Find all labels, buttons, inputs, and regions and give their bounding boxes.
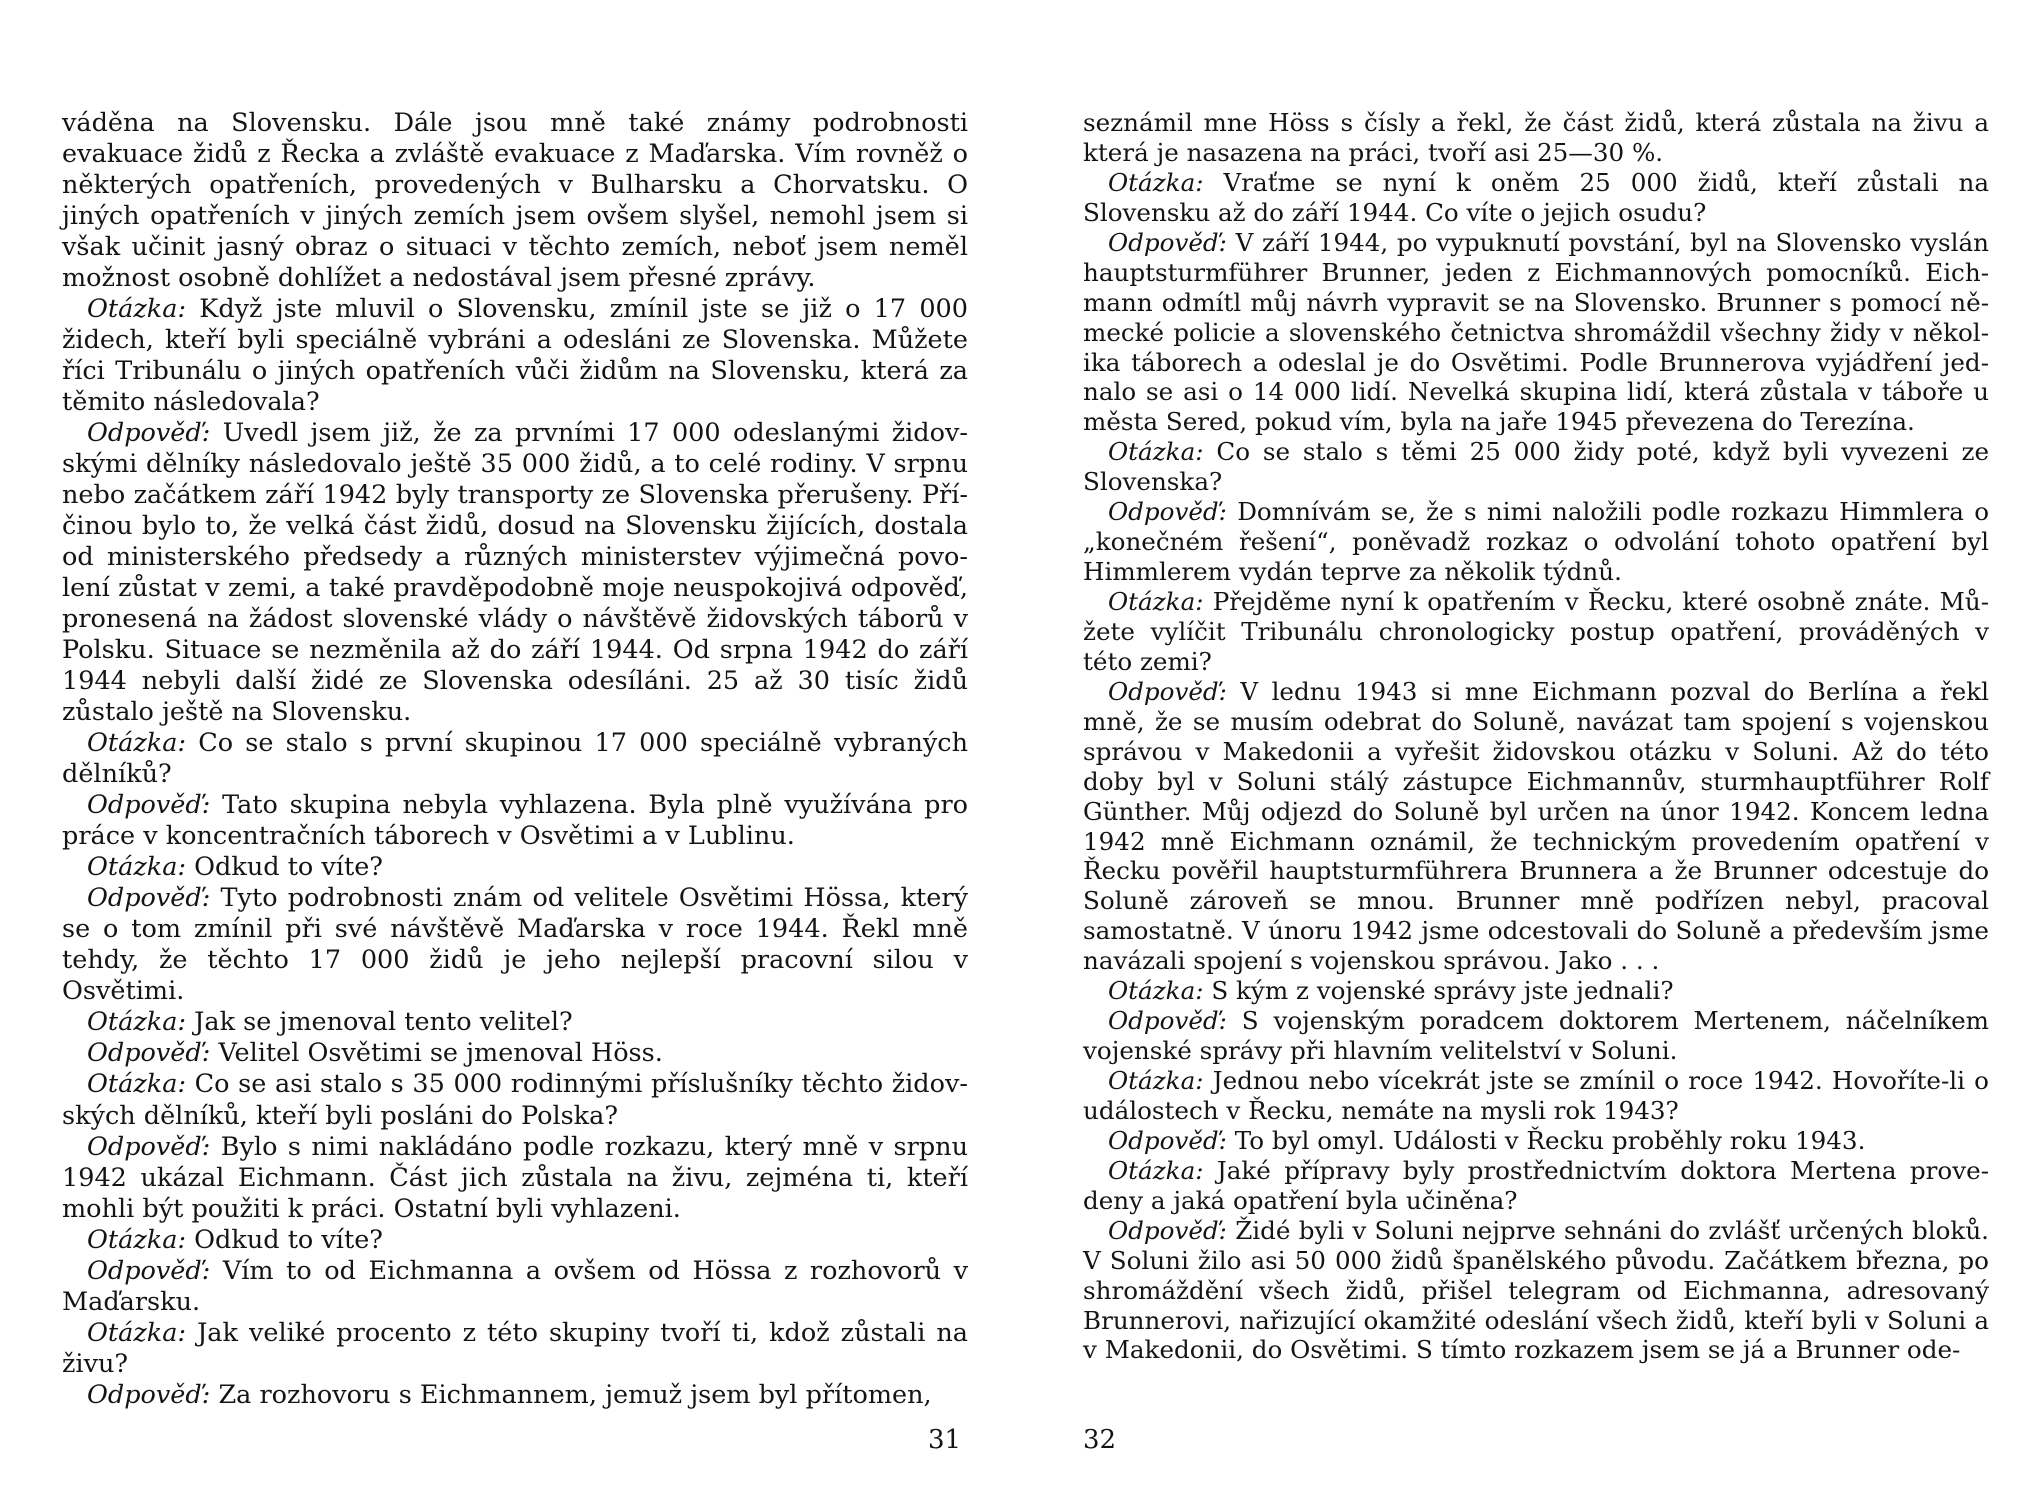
paragraph xyxy=(62,728,968,790)
paragraph-text: Jak veliké procento z této skupiny tvoří ti, kdož zůstali na živu? xyxy=(62,1317,968,1379)
speaker-label: Odpověď: xyxy=(1108,1006,1227,1036)
speaker-label: Odpověď: xyxy=(87,1038,211,1069)
paragraph xyxy=(62,1256,968,1318)
paragraph xyxy=(62,418,968,728)
paragraph xyxy=(1083,677,1989,976)
paragraph xyxy=(62,1225,968,1256)
speaker-label: Odpověď: xyxy=(87,1131,211,1162)
paragraph-text: Uvedl jsem již, že za prvními 17 000 odeslanými židovskými dělníky následovalo ještě 35 000 židů, a to celé rodiny. V srpnu nebo začátkem září 1942 byly transporty ze Slovenska přerušeny. Příčinou bylo to, že velká část židů, dosud na Slovensku žijících, dostala od ministerského předsedy a různých ministerstev výjimečná povolení zůstat v zemi, a také pravděpodobně moje neuspokojivá odpověď, pronesená na žádost slovenské vlády o návštěvě židovských táborů v Polsku. Situace se nezměnila až do září 1944. Od srpna 1942 do září 1944 nebyli další židé ze Slovenska odesíláni. 25 až 30 tisíc židů zůstalo ještě na Slovensku. xyxy=(62,418,968,728)
paragraph-text: Co se stalo s těmi 25 000 židy poté, když byli vyvezeni ze Slovenska? xyxy=(1083,437,1989,497)
paragraph xyxy=(1083,228,1989,438)
paragraph-text: Bylo s nimi nakládáno podle rozkazu, který mně v srpnu 1942 ukázal Eichmann. Část jich zůstala na živu, zejména ti, kteří mohli být použiti k práci. Ostatní byli vyhlazeni. xyxy=(62,1131,968,1224)
paragraph-text: Domnívám se, že s nimi naložili podle rozkazu Himmlera o „konečném řešení“, poněvadž rozkaz o odvolání tohoto opatření byl Himmlerem vydán teprve za několik týdnů. xyxy=(1083,497,1989,587)
speaker-label: Otázka: xyxy=(1108,1066,1204,1095)
speaker-label: Otázka: xyxy=(1108,587,1204,616)
speaker-label: Odpověď: xyxy=(87,790,211,821)
speaker-label: Odpověď: xyxy=(87,418,211,449)
paragraph-text: V lednu 1943 si mne Eichmann pozval do Berlína a řekl mně, že se musím odebrat do Soluně, navázat tam spojení s vojenskou správou v Makedonii a vyřešit židovskou otázku v Soluni. Až do této doby byl v Soluni stálý zástupce Eichmannův, sturmhauptführer Rolf Günther. Můj odjezd do Soluně byl určen na únor 1942. Koncem ledna 1942 mně Eichmann oznámil, že technickým provedením opatření v Řecku pověřil hauptsturmführera Brunnera a že Brunner odcestuje do Soluně zároveň se mnou. Brunner mně podřízen nebyl, pracoval samostatně. V únoru 1942 jsme odcestovali do Soluně a především jsme navázali spojení s vojenskou správou. Jako . . . xyxy=(1083,676,1989,976)
paragraph-text: Co se asi stalo s 35 000 rodinnými příslušníky těchto židovských dělníků, kteří byli posláni do Polska? xyxy=(62,1069,968,1131)
paragraph-text: Jednou nebo vícekrát jste se zmínil o roce 1942. Hovoříte-li o událostech v Řecku, nemáte na mysli rok 1943? xyxy=(1083,1066,1989,1125)
paragraph-text: Tyto podrobnosti znám od velitele Osvětimi Hössa, který se o tom zmínil při své návštěvě Maďarska v roce 1944. Řekl mně tehdy, že těchto 17 000 židů je jeho nejlepší pracovní silou v Osvětimi. xyxy=(62,883,968,1007)
right-page xyxy=(1083,108,1989,1365)
speaker-label: Odpověď: xyxy=(1108,676,1227,706)
paragraph xyxy=(1083,497,1989,587)
paragraph xyxy=(62,1318,968,1380)
paragraph-text: Co se stalo s první skupinou 17 000 speciálně vybraných dělníků? xyxy=(62,728,969,790)
speaker-label: Otázka: xyxy=(87,1069,187,1100)
speaker-label: Otázka: xyxy=(1108,437,1204,467)
speaker-label: Otázka: xyxy=(1108,167,1204,197)
paragraph-text: Odkud to víte? xyxy=(194,1224,383,1255)
paragraph-text: Tato skupina nebyla vyhlazena. Byla plně využívána pro práce v koncentračních táborech v Osvětimi a v Lublinu. xyxy=(62,790,969,852)
paragraph-text: Vraťme se nyní k oněm 25 000 židů, kteří zůstali na Slovensku až do září 1944. Co víte o jejich osudu? xyxy=(1083,167,1989,227)
paragraph-text: S kým z vojenské správy jste jednali? xyxy=(1211,976,1674,1006)
speaker-label: Odpověď: xyxy=(1108,497,1227,527)
paragraph xyxy=(62,790,968,852)
paragraph xyxy=(1083,1216,1989,1366)
speaker-label: Otázka: xyxy=(1108,976,1204,1006)
paragraph xyxy=(62,852,968,883)
paragraph-text: Vím to od Eichmanna a ovšem od Hössa z rozhovorů v Maďarsku. xyxy=(62,1255,968,1317)
paragraph xyxy=(1083,437,1989,497)
speaker-label: Otázka: xyxy=(87,728,187,759)
speaker-label: Otázka: xyxy=(87,1317,187,1348)
paragraph xyxy=(62,1132,968,1225)
paragraph xyxy=(62,1380,968,1411)
paragraph xyxy=(1083,1126,1989,1156)
speaker-label: Otázka: xyxy=(87,852,187,883)
paragraph xyxy=(62,294,968,418)
paragraph xyxy=(1083,1006,1989,1066)
speaker-label: Odpověď: xyxy=(87,883,211,914)
right-page-body xyxy=(1083,108,1989,1365)
speaker-label: Odpověď: xyxy=(1108,227,1227,257)
paragraph xyxy=(1083,1066,1989,1126)
paragraph xyxy=(1083,1156,1989,1216)
paragraph-text: Velitel Osvětimi se jmenoval Höss. xyxy=(218,1038,663,1069)
speaker-label: Otázka: xyxy=(87,1224,187,1255)
paragraph xyxy=(62,1038,968,1069)
paragraph-text: Odkud to víte? xyxy=(194,852,383,883)
paragraph xyxy=(1083,587,1989,677)
paragraph-text: Jaké přípravy byly prostřednictvím doktora Mertena provedeny a jaká opatření byla učiněna? xyxy=(1083,1155,1989,1215)
paragraph xyxy=(62,883,968,1007)
paragraph-text: Přejděme nyní k opatřením v Řecku, které osobně znáte. Můžete vylíčit Tribunálu chronologicky postup opatření, prováděných v této zemi? xyxy=(1083,587,1989,676)
paragraph-text: S vojenským poradcem doktorem Mertenem, náčelníkem vojenské správy při hlavním velitelství v Soluni. xyxy=(1083,1006,1989,1066)
page-number-right: 32 xyxy=(1083,1425,1117,1455)
paragraph-text: V září 1944, po vypuknutí povstání, byl na Slovensko vyslán hauptsturmführer Brunner, jeden z Eichmannových pomocníků. Eichmann odmítl můj návrh vypravit se na Slovensko. Brunner s pomocí německé policie a slovenského četnictva shromáždil všechny židy v několika táborech a odeslal je do Osvětimi. Podle Brunnerova vyjádření jednalo se asi o 14 000 lidí. Nevelká skupina lidí, která zůstala v táboře u města Sered, pokud vím, byla na jaře 1945 převezena do Terezína. xyxy=(1083,227,1989,437)
paragraph xyxy=(1083,168,1989,228)
paragraph xyxy=(1083,976,1989,1006)
paragraph-text: Za rozhovoru s Eichmannem, jemuž jsem byl přítomen, xyxy=(218,1379,932,1410)
speaker-label: Odpověď: xyxy=(87,1379,211,1410)
speaker-label: Otázka: xyxy=(87,294,187,325)
speaker-label: Otázka: xyxy=(87,1007,187,1038)
paragraph-text: Když jste mluvil o Slovensku, zmínil jste se již o 17 000 židech, kteří byli speciálně vybráni a odesláni ze Slovenska. Můžete říci Tribunálu o jiných opatřeních vůči židům na Slovensku, která za těmito následovala? xyxy=(62,294,969,418)
left-page-body xyxy=(62,108,968,1411)
speaker-label: Odpověď: xyxy=(87,1255,211,1286)
paragraph-text: Židé byli v Soluni nejprve sehnáni do zvlášť určených bloků. V Soluni žilo asi 50 000 židů španělského původu. Začátkem března, po shromáždění všech židů, přišel telegram od Eichmanna, adresovaný Brunnerovi, nařizující okamžité odeslání všech židů, kteří byli v Soluni a v Makedonii, do Osvětimi. S tímto rozkazem jsem se já a Brunner ode- xyxy=(1083,1215,1989,1365)
left-page xyxy=(62,108,968,1411)
paragraph: váděna na Slovensku. Dále jsou mně také známy podrobnosti evakuace židů z Řecka a zvláště evakuace z Maďarska. Vím rovněž o některých opatřeních, provedených v Bulharsku a Chorvatsku. O jiných opatřeních v jiných zemích jsem ovšem slyšel, nemohl jsem si však učinit jasný obraz o situaci v těchto zemích, neboť jsem neměl možnost osobně dohlížet a nedostával jsem přesné zprávy. xyxy=(62,108,968,294)
paragraph-text: Jak se jmenoval tento velitel? xyxy=(194,1007,573,1038)
speaker-label: Otázka: xyxy=(1108,1155,1204,1185)
paragraph: seznámil mne Höss s čísly a řekl, že část židů, která zůstala na živu a která je nasazena na práci, tvoří asi 25—30 %. xyxy=(1083,108,1989,167)
speaker-label: Odpověď: xyxy=(1108,1215,1227,1245)
page-number-left: 31 xyxy=(928,1425,962,1455)
paragraph xyxy=(62,1007,968,1038)
paragraph-text: To byl omyl. Události v Řecku proběhly roku 1943. xyxy=(1234,1125,1866,1155)
paragraph xyxy=(62,1069,968,1131)
speaker-label: Odpověď: xyxy=(1108,1125,1227,1155)
